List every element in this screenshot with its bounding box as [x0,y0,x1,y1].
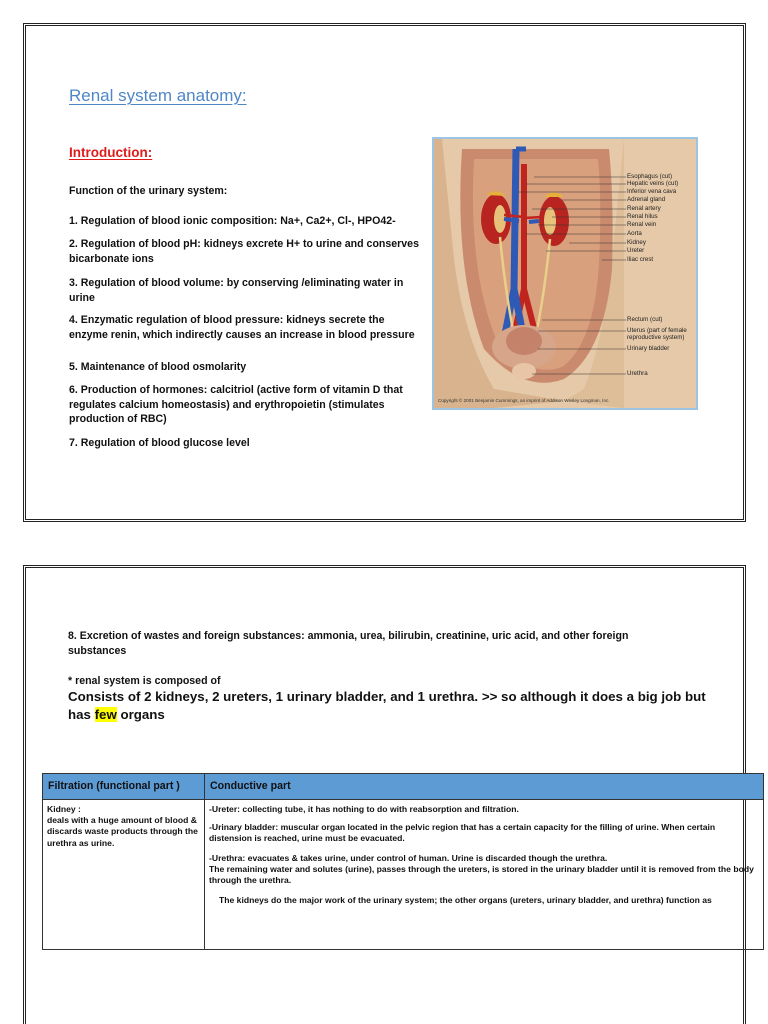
figure-label: Aorta [627,230,642,237]
consists-paragraph [68,688,728,724]
figure-label: Iliac crest [627,256,654,263]
list-item: 8. Excretion of wastes and foreign substances: ammonia, urea, bilirubin, creatinine, uric acid, and other foreign substances [68,630,629,657]
figure-label: Esophagus (cut) [627,173,673,180]
figure-label: Rectum (cut) [627,316,663,323]
figure-label: Inferior vena cava [627,188,677,195]
figure-copyright: Copyright © 2001 Benjamin Cummings, an imprint of Addison Wesley Longman, Inc. [438,398,610,403]
kidney-description: deals with a huge amount of blood & discards waste products through the urethra as urine. [47,815,198,848]
highlighted-word: few [94,707,117,722]
list-item: 3. Regulation of blood volume: by conserving /eliminating water in urine [69,277,404,304]
kidney-title: Kidney : [47,804,81,814]
function-heading: Function of the urinary system: [69,185,228,197]
anatomy-figure [432,137,698,410]
consists-text: Consists of 2 kidneys, 2 ureters, 1 urinary bladder, and 1 urethra. >> so although it does a big job but has [68,689,706,722]
list-item: 2. Regulation of blood pH: kidneys excrete H+ to urine and conserves bicarbonate ions [69,238,419,265]
header-filtration: Filtration (functional part ) [48,780,180,792]
figure-label: Urethra [627,370,648,377]
figure-label: Urinary bladder [627,345,670,352]
table-cell: -Urinary bladder: muscular organ located in the pelvic region that has a certain capacity for the filling of urine. When certain distension is reached, urine must be evacuated. [209,822,716,844]
page-title: Renal system anatomy: [69,86,247,105]
table-cell: -Ureter: collecting tube, it has nothing to do with reabsorption and filtration. [209,804,519,814]
table-cell: The kidneys do the major work of the urinary system; the other organs (ureters, urinary bladder, and urethra) function as [219,895,712,905]
page-1 [23,23,746,522]
list-item: 4. Enzymatic regulation of blood pressure: kidneys secrete the enzyme renin, which indirectly causes an increase in blood pressure [69,314,415,341]
consists-end: organs [116,707,165,722]
table-cell: The remaining water and solutes (urine), passes through the ureters, is stored in the urinary bladder until it is removed from the body through the urethra. [209,864,754,886]
composed-note: * renal system is composed of [68,675,221,687]
list-item: 6. Production of hormones: calcitriol (active form of vitamin D that regulates calcium homeostasis) and erythropoietin (stimulates production of RBC) [69,384,403,425]
figure-label: Adrenal gland [627,196,666,203]
header-conductive: Conductive part [210,780,291,792]
figure-label: Renal artery [627,205,661,212]
figure-label: Renal hilus [627,213,658,220]
table-cell: -Urethra: evacuates & takes urine, under control of human. Urine is discarded though the urethra. [209,853,608,863]
intro-heading: Introduction: [69,145,153,160]
list-item: 5. Maintenance of blood osmolarity [69,361,247,373]
figure-label: Renal vein [627,221,657,228]
figure-label: Kidney [627,239,646,246]
figure-label: Uterus (part of female reproductive system) [627,327,687,341]
list-item: 1. Regulation of blood ionic composition: Na+, Ca2+, Cl-, HPO42- [69,215,396,227]
renal-parts-table [42,773,764,950]
figure-label: Ureter [627,247,645,254]
figure-label: Hepatic veins (cut) [627,180,679,187]
list-item: 7. Regulation of blood glucose level [69,437,250,449]
page-2 [23,565,754,1024]
